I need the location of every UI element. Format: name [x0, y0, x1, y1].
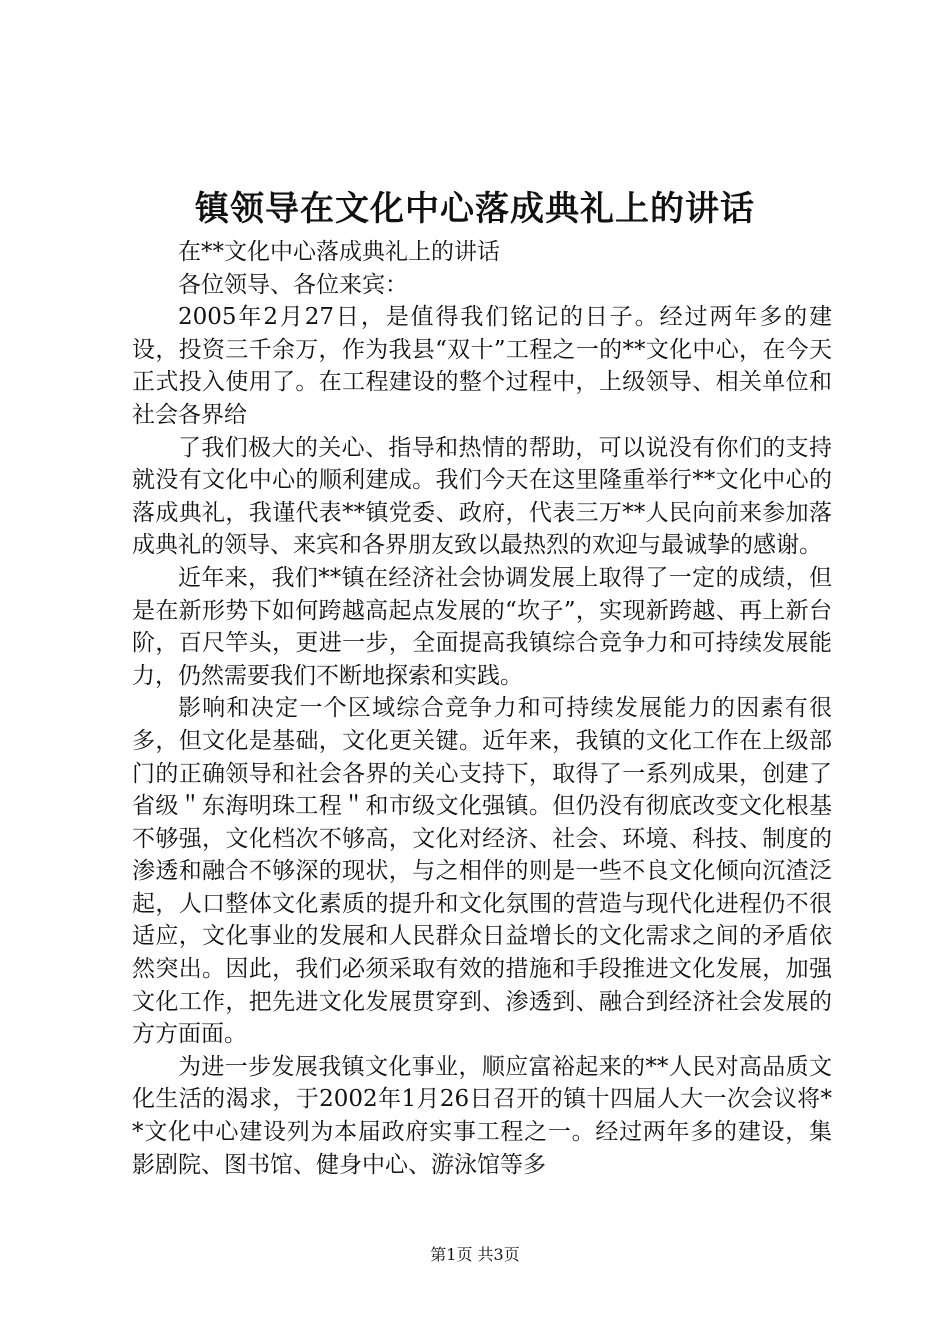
paragraph: 近年来，我们**镇在经济社会协调发展上取得了一定的成绩，但是在新形势下如何跨越高起点发展的“坎子”，实现新跨越、再上新台阶，百尺竿头，更进一步，全面提高我镇综合竞争力和可持续发展能力，仍然需要我们不断地探索和实践。 [132, 564, 832, 689]
paragraph: 了我们极大的关心、指导和热情的帮助，可以说没有你们的支持就没有文化中心的顺利建成。我们今天在这里隆重举行**文化中心的落成典礼，我谨代表**镇党委、政府，代表三万**人民向前来参加落成典礼的领导、来宾和各界朋友致以最热烈的欢迎与最诚挚的感谢。 [132, 434, 832, 559]
paragraph-salutation: 各位领导、各位来宾： [178, 271, 408, 298]
paragraph: 为进一步发展我镇文化事业，顺应富裕起来的**人民对高品质文化生活的渴求，于2002年1月26日召开的镇十四届人大一次会议将**文化中心建设列为本届政府实事工程之一。经过两年多的建设，集影剧院、图书馆、健身中心、游泳馆等多 [132, 1053, 832, 1178]
paragraph: 2005年2月27日，是值得我们铭记的日子。经过两年多的建设，投资三千余万，作为我县“双十”工程之一的**文化中心，在今天正式投入使用了。在工程建设的整个过程中，上级领导、相关单位和社会各界给 [132, 304, 832, 428]
page-footer: 第1页 共3页 [430, 1245, 520, 1264]
paragraph-heading: 在**文化中心落成典礼上的讲话 [178, 239, 500, 265]
document-title: 镇领导在文化中心落成典礼上的讲话 [195, 189, 755, 229]
paragraph: 影响和决定一个区域综合竞争力和可持续发展能力的因素有很多，但文化是基础，文化更关键。近年来，我镇的文化工作在上级部门的正确领导和社会各界的关心支持下，取得了一系列成果，创建了省级＂东海明珠工程＂和市级文化强镇。但仍没有彻底改变文化根基不够强，文化档次不够高，文化对经济、社会、环境、科技、制度的渗透和融合不够深的现状，与之相伴的则是一些不良文化倾向沉渣泛起，人口整体文化素质的提升和文化氛围的营造与现代化进程仍不很适应，文化事业的发展和人民群众日益增长的文化需求之间的矛盾依然突出。因此，我们必须采取有效的措施和手段推进文化发展，加强文化工作，把先进文化发展贯穿到、渗透到、融合到经济社会发展的方方面面。 [132, 695, 832, 1048]
document-body [132, 236, 832, 1181]
